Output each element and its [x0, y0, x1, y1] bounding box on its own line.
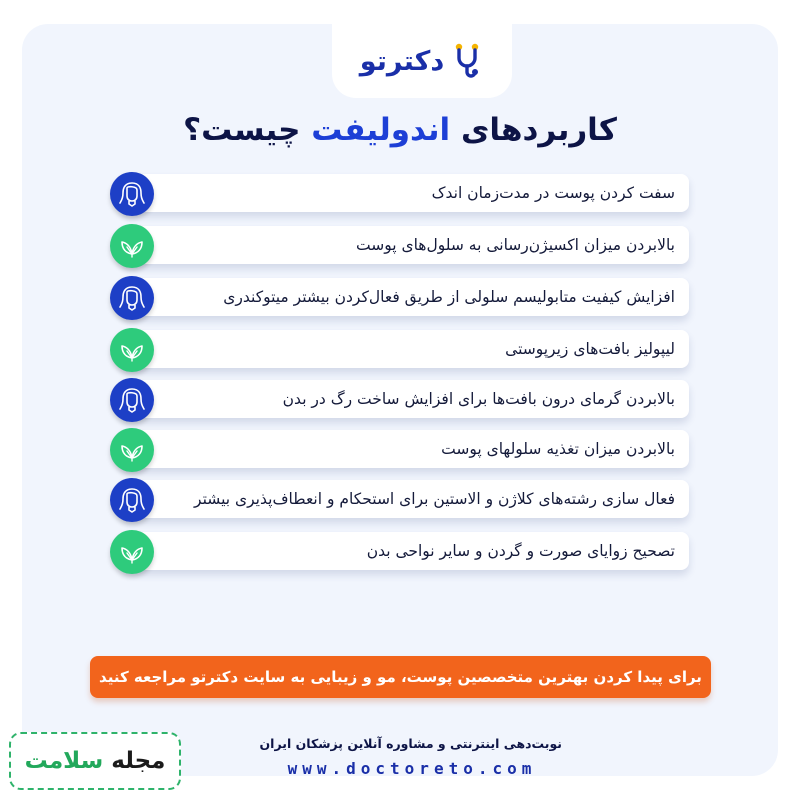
badge-word-2: سلامت [24, 748, 104, 774]
woman-face-icon [118, 386, 146, 414]
badge-blue [110, 276, 154, 320]
woman-face-icon [118, 180, 146, 208]
list-item-text: افزایش کیفیت متابولیسم سلولی از طریق فعال‌کردن بیشتر میتوکندری [122, 278, 689, 316]
list-item-text: سفت کردن پوست در مدت‌زمان اندک [122, 174, 689, 212]
list-item [22, 328, 778, 376]
list-item [22, 276, 778, 324]
footer-tagline: نوبت‌دهی اینترنتی و مشاوره آنلاین پزشکان ایران [259, 736, 562, 751]
list-item-text: بالابردن میزان اکسیژن‌رسانی به سلول‌های پوست [122, 226, 689, 264]
leaf-icon [118, 232, 146, 260]
footer [259, 736, 562, 778]
woman-face-icon [118, 284, 146, 312]
list-item [22, 378, 778, 426]
leaf-icon [118, 436, 146, 464]
list-item-text: تصحیح زوایای صورت و گردن و سایر نواحی بدن [122, 532, 689, 570]
stethoscope-icon [450, 41, 484, 81]
badge-green [110, 328, 154, 372]
badge-green [110, 224, 154, 268]
badge-blue [110, 378, 154, 422]
badge-blue [110, 172, 154, 216]
leaf-icon [118, 538, 146, 566]
list-item [22, 530, 778, 578]
list-item-text: بالابردن میزان تغذیه سلولهای پوست [122, 430, 689, 468]
logo[interactable] [332, 24, 512, 98]
logo-text: دکترتو [359, 45, 445, 77]
list-item-text: فعال سازی رشته‌های کلاژن و الاستین برای استحکام و انعطاف‌پذیری بیشتر [122, 480, 689, 518]
badge-word-1: مجله [111, 748, 166, 774]
cta-banner[interactable]: برای پیدا کردن بهترین متخصصین پوست، مو و زیبایی به سایت دکترتو مراجعه کنید [90, 656, 711, 698]
leaf-icon [118, 336, 146, 364]
badge-blue [110, 478, 154, 522]
title-part2: چیست؟ [183, 112, 301, 148]
page-title [22, 112, 778, 148]
main-card [22, 24, 778, 776]
woman-face-icon [118, 486, 146, 514]
title-highlight: اندولیفت [311, 112, 451, 148]
list-item-text: بالابردن گرمای درون بافت‌ها برای افزایش ساخت رگ در بدن [122, 380, 689, 418]
badge-green [110, 530, 154, 574]
list-item [22, 172, 778, 220]
footer-url[interactable]: www.doctoreto.com [287, 759, 537, 778]
health-magazine-badge [9, 732, 181, 790]
list-item [22, 478, 778, 526]
badge-green [110, 428, 154, 472]
list-item [22, 428, 778, 476]
title-part1: کاربردهای [460, 112, 617, 148]
list-item-text: لیپولیز بافت‌های زیرپوستی [122, 330, 689, 368]
list-item [22, 224, 778, 272]
